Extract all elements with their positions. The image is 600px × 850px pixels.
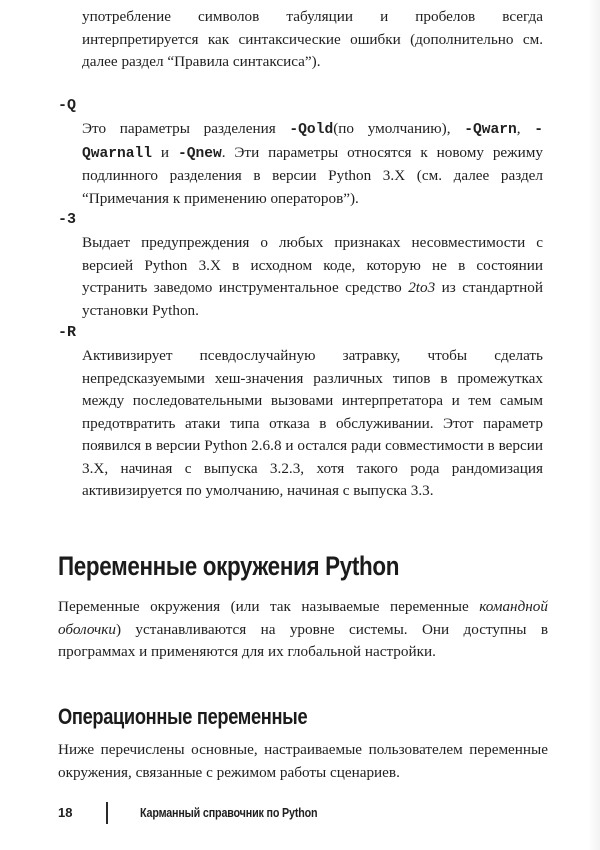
option-description-r: Активизирует псевдослучайную затравку, чтобы сделать непредсказуемыми хеш-значения различных типов в промежутках между последовательными вызовами интерпретатора и тем самым предотвратить атаки типа отказа в обслуживании. Этот параметр появился в версии Python 2.6.8 и остался ради совместимости в версии 3.X, начиная с выпуска 3.2.3, хотя такого рода рандомизация активизируется по умолчанию, начиная с выпуска 3.3. bbox=[82, 347, 543, 499]
flag-qwarnall: -Qwarnall bbox=[82, 122, 544, 162]
option-name-r: -R bbox=[58, 324, 77, 341]
section-title: Переменные окружения Python bbox=[58, 551, 400, 581]
intro-paragraph: употребление символов табуляции и пробелов всегда интерпретируется как синтаксические ошибки (дополнительно см. далее раздел “Правила синтаксиса”). bbox=[82, 8, 543, 70]
page-edge-shadow bbox=[588, 0, 600, 850]
option-3-text-2: из стандартной установки Python. bbox=[82, 279, 543, 319]
tool-2to3: 2to3 bbox=[408, 279, 436, 296]
footer-divider bbox=[106, 802, 108, 824]
section-text-2: ) устанавливаются на уровне системы. Они доступны в программах и применяются для их глобальной настройки. bbox=[58, 620, 548, 660]
subsection-paragraph: Ниже перечислены основные, настраиваемые пользователем переменные окружения, связанные с режимом работы сценариев. bbox=[58, 741, 548, 781]
option-q-text-3: , bbox=[516, 120, 535, 137]
footer-book-title: Карманный справочник по Python bbox=[140, 806, 318, 820]
option-3-text-1: Выдает предупреждения о любых признаках несовместимости с версией Python 3.X в исходном коде, которую не в состоянии устранить заведомо инструментальное средство bbox=[82, 234, 543, 296]
section-emphasis: командной оболочки bbox=[58, 598, 548, 638]
section-paragraph bbox=[58, 596, 548, 664]
option-q-text-2: (по умолчанию), bbox=[333, 120, 465, 137]
section-text-1: Переменные окружения (или так называемые переменные bbox=[58, 598, 480, 615]
option-name-q: -Q bbox=[58, 97, 77, 114]
option-description-3 bbox=[82, 232, 543, 322]
flag-qnew: -Qnew bbox=[177, 145, 222, 162]
option-q-text-1: Это параметры разделения bbox=[82, 120, 290, 137]
option-q-text-4: и bbox=[152, 143, 178, 161]
option-name-3: -3 bbox=[58, 211, 77, 228]
subsection-title: Операционные переменные bbox=[58, 704, 308, 729]
page-number: 18 bbox=[58, 805, 73, 820]
option-description-q bbox=[82, 118, 543, 210]
flag-qwarn: -Qwarn bbox=[464, 122, 517, 138]
option-q-text-5: . Эти параметры относятся к новому режиму подлинного разделения в версии Python 3.X (см. далее раздел “Примечания к применению операторов”). bbox=[82, 143, 543, 207]
flag-qold: -Qold bbox=[289, 122, 334, 138]
